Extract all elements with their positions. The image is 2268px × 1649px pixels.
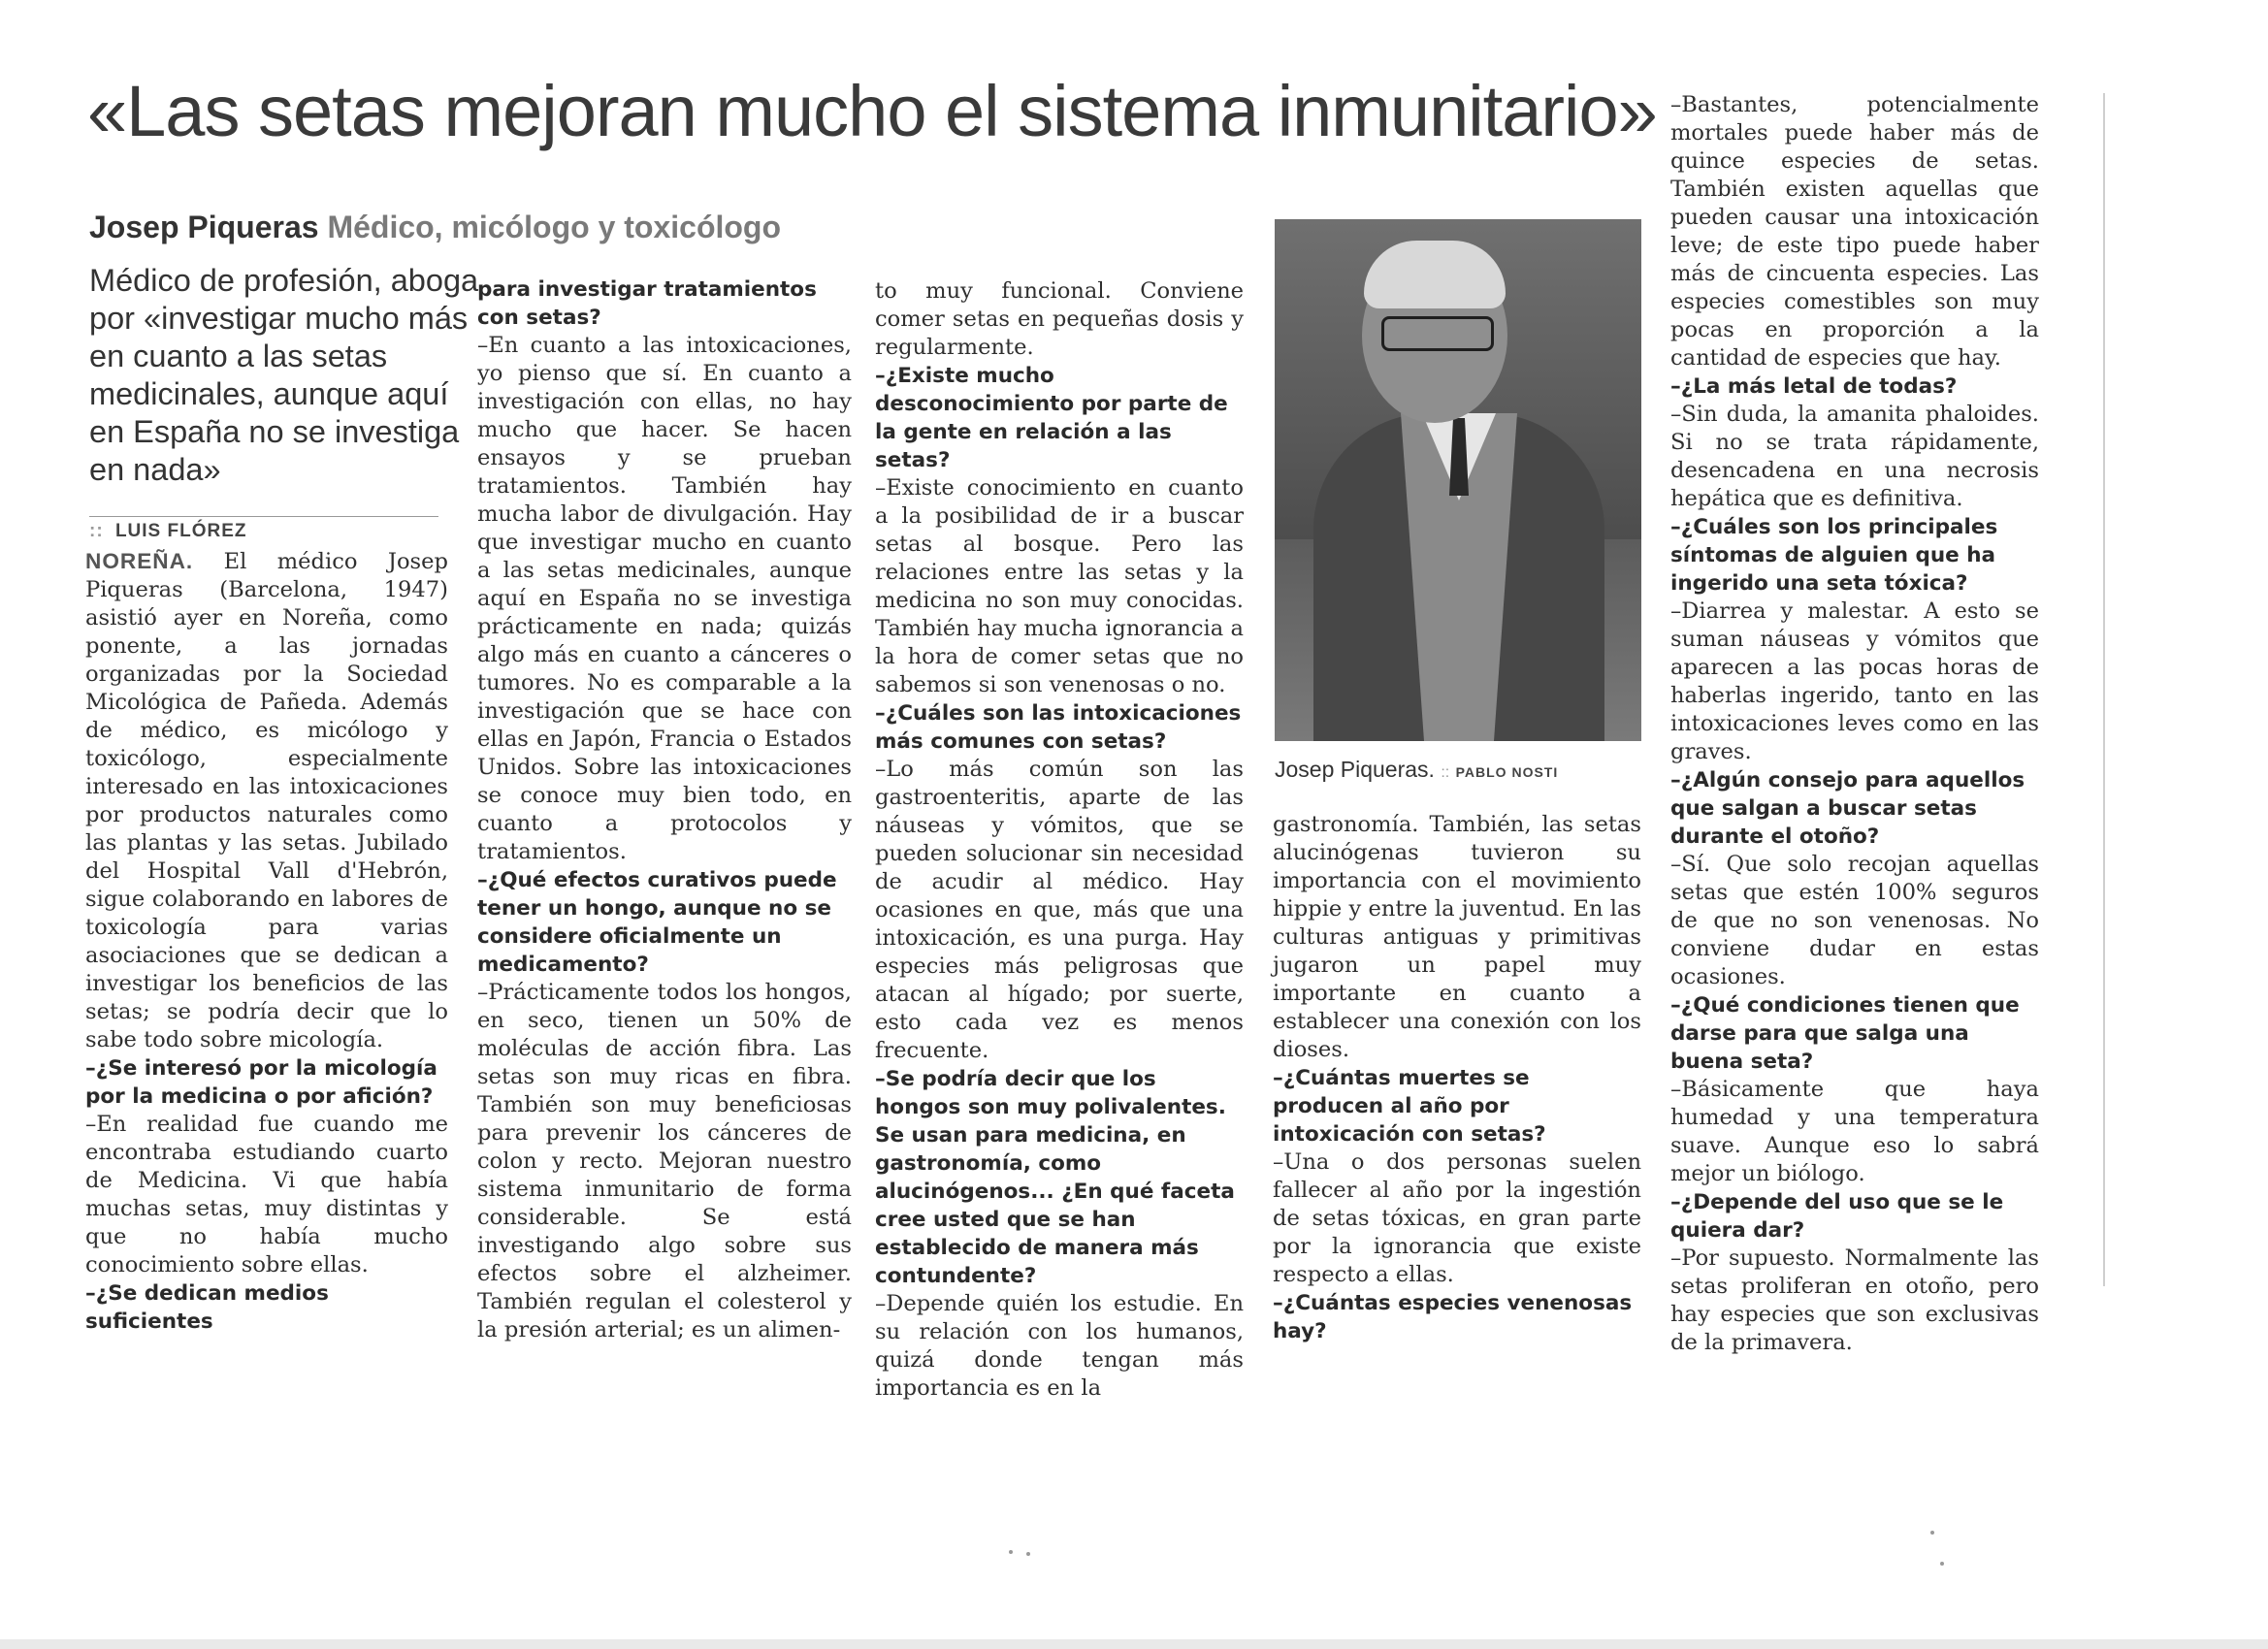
interview-answer: –Depende quién los estudie. En su relación con los humanos, quizá donde tengan más importancia es en la xyxy=(875,1291,1244,1401)
interview-answer: –Bastantes, potencialmente mortales puede haber más de quince especies de setas. También existen aquellas que pueden causar una intoxicación leve; de este tipo puede haber más de cincuenta especies. Las especies comestibles son muy pocas en proporción a la cantidad de especies que hay. xyxy=(1670,92,2039,371)
interview-question: –Se podría decir que los hongos son muy polivalentes. Se usan para medicina, en gastronomía, como alucinógenos... ¿En qué faceta cree usted que se han establecido de manera más contundente? xyxy=(875,1067,1235,1288)
portrait-photo xyxy=(1275,219,1641,741)
lead-paragraph xyxy=(85,547,448,1054)
text-column-5 xyxy=(1670,91,2039,1357)
interview-answer: –Por supuesto. Normalmente las setas proliferan en otoño, pero hay especies que son exclusivas de la primavera. xyxy=(1670,1245,2039,1355)
text-column-4 xyxy=(1273,811,1641,1345)
interview-question: para investigar tratamientos con setas? xyxy=(477,277,817,330)
author-name: LUIS FLÓREZ xyxy=(114,521,247,541)
interview-question: –¿Cuáles son las intoxicaciones más comunes con setas? xyxy=(875,701,1242,754)
author-line xyxy=(89,516,438,542)
interviewee-role: Médico, micólogo y toxicólogo xyxy=(327,210,782,244)
interview-answer: –Prácticamente todos los hongos, en seco, tienen un 50% de moléculas de acción fibra. Las setas son muy ricas en fibra. También son muy beneficiosas para prevenir los cánceres de colon y recto. Mejoran nuestro sistema inmunitario de forma considerable. Se está investigando algo sobre sus efectos sobre el alzheimer. También regulan el colesterol y la presión arterial; es un alimen- xyxy=(477,980,852,1342)
interview-question: –¿Se dedican medios suficientes xyxy=(85,1281,329,1334)
lead-text: El médico Josep Piqueras (Barcelona, 1947) asistió ayer en Noreña, como ponente, a las jornadas organizadas por la Sociedad Micológica de Pañeda. Además de médico, es micólogo y toxicólogo, especialmente interesado en las intoxicaciones por productos naturales como las plantas y las setas. Jubilado del Hospital Vall d'Hebrón, sigue colaborando en labores de toxicología para varias asociaciones que se dedican a investigar los beneficios de las setas; se podría decir que lo sabe todo sobre micología. xyxy=(85,549,448,1052)
interview-question: –¿Cuántas especies venenosas hay? xyxy=(1273,1291,1633,1343)
text-column-3 xyxy=(875,277,1244,1403)
dateline: NOREÑA. xyxy=(85,549,194,573)
interview-question: –¿Algún consejo para aquellos que salgan a buscar setas durante el otoño? xyxy=(1670,768,2025,849)
photo-credit: PABLO NOSTI xyxy=(1455,764,1559,780)
text-column-1 xyxy=(85,547,448,1336)
article-headline: «Las setas mejoran mucho el sistema inmunitario» xyxy=(87,71,1657,151)
interview-answer: –Una o dos personas suelen fallecer al año por la ingestión de setas tóxicas, en gran parte por la ignorancia que existe respecto a ellas. xyxy=(1273,1149,1641,1287)
interview-answer: –En cuanto a las intoxicaciones, yo pienso que sí. En cuanto a investigación con ellas, no hay mucho que hacer. Se hacen ensayos y se prueban tratamientos. También hay mucha labor de divulgación. Hay que investigar mucho en cuanto a las setas medicinales, aunque aquí en España no se investiga prácticamente en nada; quizás algo más en cuanto a cánceres o tumores. No es comparable a la investigación que se hace con ellas en Japón, Francia o Estados Unidos. Sobre las intoxicaciones se conoce muy bien todo, en cuanto a protocolos y tratamientos. xyxy=(477,333,852,864)
caption-text: Josep Piqueras. xyxy=(1275,757,1435,782)
interview-answer: –Lo más común son las gastroenteritis, aparte de las náuseas y vómitos, que se pueden solucionar sin necesidad de acudir al médico. Hay ocasiones en que, más que una intoxicación, es una purga. Hay especies más peligrosas que atacan al hígado; por suerte, esto cada vez es menos frecuente. xyxy=(875,757,1244,1063)
interview-question: –¿Qué efectos curativos puede tener un hongo, aunque no se considere oficialmente un medicamento? xyxy=(477,868,837,977)
interview-answer: –Existe conocimiento en cuanto a la posibilidad de ir a buscar setas al bosque. Pero las relaciones entre las setas y la medicina no son muy conocidas. También hay mucha ignorancia a la hora de comer setas que no sabemos si son venenosas o no. xyxy=(875,475,1244,697)
photo-caption xyxy=(1275,757,1663,783)
interview-question: –¿Cuáles son los principales síntomas de alguien que ha ingerido una seta tóxica? xyxy=(1670,515,1998,596)
interview-answer: to muy funcional. Conviene comer setas en pequeñas dosis y regularmente. xyxy=(875,278,1244,360)
scan-speck xyxy=(1009,1550,1013,1554)
interview-question: –¿La más letal de todas? xyxy=(1670,374,1958,399)
scan-edge-line xyxy=(2103,93,2105,1286)
scan-speck xyxy=(1026,1552,1030,1556)
author-mark: :: xyxy=(89,521,104,541)
interview-question: –¿Cuántas muertes se producen al año por intoxicación con setas? xyxy=(1273,1066,1546,1147)
interview-answer: –Básicamente que haya humedad y una temperatura suave. Aunque eso lo sabrá mejor un biólogo. xyxy=(1670,1077,2039,1186)
text-column-2 xyxy=(477,275,852,1344)
scan-bottom-edge xyxy=(0,1639,2268,1649)
interview-answer: –Sin duda, la amanita phaloides. Si no se trata rápidamente, desencadena en una necrosis hepática que es definitiva. xyxy=(1670,402,2039,511)
interview-question: –¿Depende del uso que se le quiera dar? xyxy=(1670,1190,2004,1243)
caption-mark: :: xyxy=(1441,764,1450,781)
interview-answer: –Diarrea y malestar. A esto se suman náuseas y vómitos que aparecen a las pocas horas de haberlas ingerido, tanto en las intoxicaciones leves como en las graves. xyxy=(1670,598,2039,764)
interview-answer: gastronomía. También, las setas alucinógenas tuvieron su importancia con el movimiento hippie y entre la juventud. En las culturas antiguas y primitivas jugaron un papel muy importante en cuanto a establecer una conexión con los dioses. xyxy=(1273,812,1641,1062)
interview-question: –¿Existe mucho desconocimiento por parte de la gente en relación a las setas? xyxy=(875,364,1228,472)
interview-answer: –En realidad fue cuando me encontraba estudiando cuarto de Medicina. Vi que había muchas setas, muy distintas y que no había mucho conocimiento sobre ellas. xyxy=(85,1112,448,1277)
interview-question: –¿Se interesó por la micología por la medicina o por afición? xyxy=(85,1056,437,1109)
article-deck: Médico de profesión, aboga por «investigar mucho más en cuanto a las setas medicinales, aunque aquí en España no se investiga en nada» xyxy=(89,263,479,487)
interview-answer: –Sí. Que solo recojan aquellas setas que estén 100% seguros de que no son venenosas. No conviene dudar en estas ocasiones. xyxy=(1670,852,2039,989)
scan-speck xyxy=(1930,1531,1934,1535)
interview-question: –¿Qué condiciones tienen que darse para que salga una buena seta? xyxy=(1670,993,2020,1074)
byline xyxy=(89,210,781,245)
interviewee-name: Josep Piqueras xyxy=(89,210,319,244)
scan-speck xyxy=(1940,1562,1944,1566)
